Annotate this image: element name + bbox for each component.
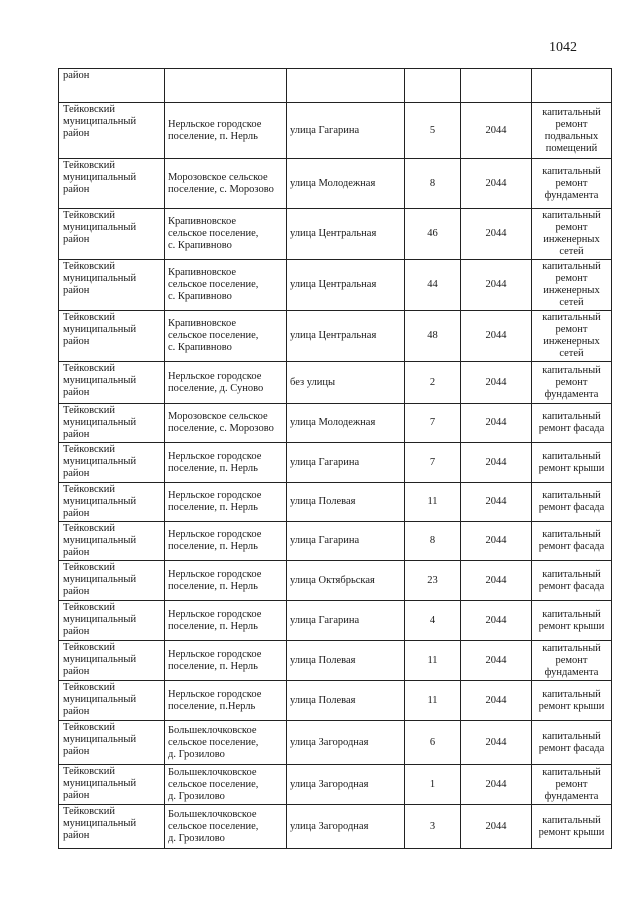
settlement-cell: Морозовское сельское поселение, с. Морозово — [165, 159, 287, 209]
district-cell: Тейковский муниципальный район — [59, 362, 165, 404]
house-number-cell: 4 — [405, 601, 461, 641]
street-cell: улица Центральная — [287, 209, 405, 260]
district-cell: Тейковский муниципальный район — [59, 522, 165, 561]
house-number-cell: 8 — [405, 522, 461, 561]
table-row — [59, 103, 612, 159]
work-type-cell: капитальный ремонт крыши — [532, 443, 612, 483]
settlement-cell: Нерльское городское поселение, п. Нерль — [165, 443, 287, 483]
year-cell: 2044 — [461, 641, 532, 681]
table-row — [59, 681, 612, 721]
district-cell: Тейковский муниципальный район — [59, 103, 165, 159]
page-number: 1042 — [549, 40, 577, 55]
year-cell: 2044 — [461, 805, 532, 849]
settlement-cell: Нерльское городское поселение, п. Нерль — [165, 601, 287, 641]
house-number-cell: 46 — [405, 209, 461, 260]
year-cell: 2044 — [461, 103, 532, 159]
year-cell: 2044 — [461, 362, 532, 404]
work-type-cell: капитальный ремонт фасада — [532, 404, 612, 443]
district-cell: Тейковский муниципальный район — [59, 765, 165, 805]
table-row — [59, 765, 612, 805]
district-cell: Тейковский муниципальный район — [59, 443, 165, 483]
district-cell: Тейковский муниципальный район — [59, 805, 165, 849]
table-row — [59, 209, 612, 260]
district-cell: район — [59, 69, 165, 103]
street-cell: улица Полевая — [287, 483, 405, 522]
year-cell: 2044 — [461, 522, 532, 561]
settlement-cell: Нерльское городское поселение, п. Нерль — [165, 483, 287, 522]
work-type-cell: капитальный ремонт крыши — [532, 681, 612, 721]
work-type-cell: капитальный ремонт фасада — [532, 561, 612, 601]
settlement-cell: Крапивновское сельское поселение, с. Крапивново — [165, 311, 287, 362]
work-type-cell: капитальный ремонт подвальных помещений — [532, 103, 612, 159]
table-row — [59, 260, 612, 311]
year-cell: 2044 — [461, 209, 532, 260]
street-cell: улица Гагарина — [287, 601, 405, 641]
table-row — [59, 641, 612, 681]
settlement-cell: Крапивновское сельское поселение, с. Крапивново — [165, 260, 287, 311]
settlement-cell: Большеклочковское сельское поселение, д. Грозилово — [165, 765, 287, 805]
district-cell: Тейковский муниципальный район — [59, 641, 165, 681]
settlement-cell: Нерльское городское поселение, п. Нерль — [165, 522, 287, 561]
work-type-cell: капитальный ремонт крыши — [532, 601, 612, 641]
house-number-cell: 8 — [405, 159, 461, 209]
house-number-cell: 1 — [405, 765, 461, 805]
house-number-cell: 5 — [405, 103, 461, 159]
table-row — [59, 483, 612, 522]
district-cell: Тейковский муниципальный район — [59, 601, 165, 641]
settlement-cell: Нерльское городское поселение, д. Суново — [165, 362, 287, 404]
district-cell: Тейковский муниципальный район — [59, 260, 165, 311]
district-cell: Тейковский муниципальный район — [59, 721, 165, 765]
settlement-cell: Нерльское городское поселение, п. Нерль — [165, 561, 287, 601]
street-cell: улица Центральная — [287, 311, 405, 362]
year-cell: 2044 — [461, 443, 532, 483]
street-cell: улица Октябрьская — [287, 561, 405, 601]
work-type-cell: капитальный ремонт фундамента — [532, 641, 612, 681]
year-cell: 2044 — [461, 404, 532, 443]
table-row — [59, 311, 612, 362]
house-number-cell: 44 — [405, 260, 461, 311]
year-cell: 2044 — [461, 159, 532, 209]
table-row — [59, 805, 612, 849]
work-type-cell: капитальный ремонт фундамента — [532, 765, 612, 805]
year-cell: 2044 — [461, 561, 532, 601]
house-number-cell: 11 — [405, 483, 461, 522]
house-number-cell: 11 — [405, 681, 461, 721]
work-type-cell: капитальный ремонт крыши — [532, 805, 612, 849]
street-cell: улица Полевая — [287, 681, 405, 721]
district-cell: Тейковский муниципальный район — [59, 561, 165, 601]
house-number-cell: 7 — [405, 404, 461, 443]
work-type-cell: капитальный ремонт фундамента — [532, 362, 612, 404]
work-type-cell: капитальный ремонт фундамента — [532, 159, 612, 209]
work-type-cell: капитальный ремонт фасада — [532, 522, 612, 561]
street-cell: улица Центральная — [287, 260, 405, 311]
house-number-cell: 6 — [405, 721, 461, 765]
year-cell: 2044 — [461, 681, 532, 721]
house-number-cell: 3 — [405, 805, 461, 849]
work-type-cell: капитальный ремонт инженерных сетей — [532, 209, 612, 260]
repair-schedule-table — [58, 68, 612, 849]
street-cell: улица Гагарина — [287, 522, 405, 561]
settlement-cell: Нерльское городское поселение, п.Нерль — [165, 681, 287, 721]
year-cell: 2044 — [461, 721, 532, 765]
table-row-continuation — [59, 69, 612, 103]
street-cell: улица Полевая — [287, 641, 405, 681]
year-cell: 2044 — [461, 483, 532, 522]
settlement-cell: Крапивновское сельское поселение, с. Крапивново — [165, 209, 287, 260]
table-row — [59, 522, 612, 561]
work-type-cell: капитальный ремонт фасада — [532, 483, 612, 522]
settlement-cell: Нерльское городское поселение, п. Нерль — [165, 641, 287, 681]
street-cell: улица Загородная — [287, 721, 405, 765]
year-cell: 2044 — [461, 260, 532, 311]
table-row — [59, 601, 612, 641]
table-row — [59, 362, 612, 404]
district-cell: Тейковский муниципальный район — [59, 159, 165, 209]
table-row — [59, 404, 612, 443]
district-cell: Тейковский муниципальный район — [59, 209, 165, 260]
table-row — [59, 159, 612, 209]
district-cell: Тейковский муниципальный район — [59, 404, 165, 443]
street-cell: улица Гагарина — [287, 443, 405, 483]
year-cell: 2044 — [461, 311, 532, 362]
district-cell: Тейковский муниципальный район — [59, 311, 165, 362]
house-number-cell: 7 — [405, 443, 461, 483]
settlement-cell: Большеклочковское сельское поселение, д. Грозилово — [165, 805, 287, 849]
street-cell: улица Молодежная — [287, 404, 405, 443]
street-cell: улица Гагарина — [287, 103, 405, 159]
street-cell: без улицы — [287, 362, 405, 404]
work-type-cell: капитальный ремонт инженерных сетей — [532, 311, 612, 362]
settlement-cell: Морозовское сельское поселение, с. Морозово — [165, 404, 287, 443]
settlement-cell: Нерльское городское поселение, п. Нерль — [165, 103, 287, 159]
house-number-cell: 2 — [405, 362, 461, 404]
district-cell: Тейковский муниципальный район — [59, 681, 165, 721]
year-cell: 2044 — [461, 601, 532, 641]
table-row — [59, 443, 612, 483]
street-cell: улица Молодежная — [287, 159, 405, 209]
year-cell: 2044 — [461, 765, 532, 805]
house-number-cell: 23 — [405, 561, 461, 601]
work-type-cell: капитальный ремонт инженерных сетей — [532, 260, 612, 311]
table-row — [59, 561, 612, 601]
house-number-cell: 48 — [405, 311, 461, 362]
street-cell: улица Загородная — [287, 805, 405, 849]
settlement-cell: Большеклочковское сельское поселение, д. Грозилово — [165, 721, 287, 765]
work-type-cell: капитальный ремонт фасада — [532, 721, 612, 765]
table-row — [59, 721, 612, 765]
district-cell: Тейковский муниципальный район — [59, 483, 165, 522]
house-number-cell: 11 — [405, 641, 461, 681]
street-cell: улица Загородная — [287, 765, 405, 805]
